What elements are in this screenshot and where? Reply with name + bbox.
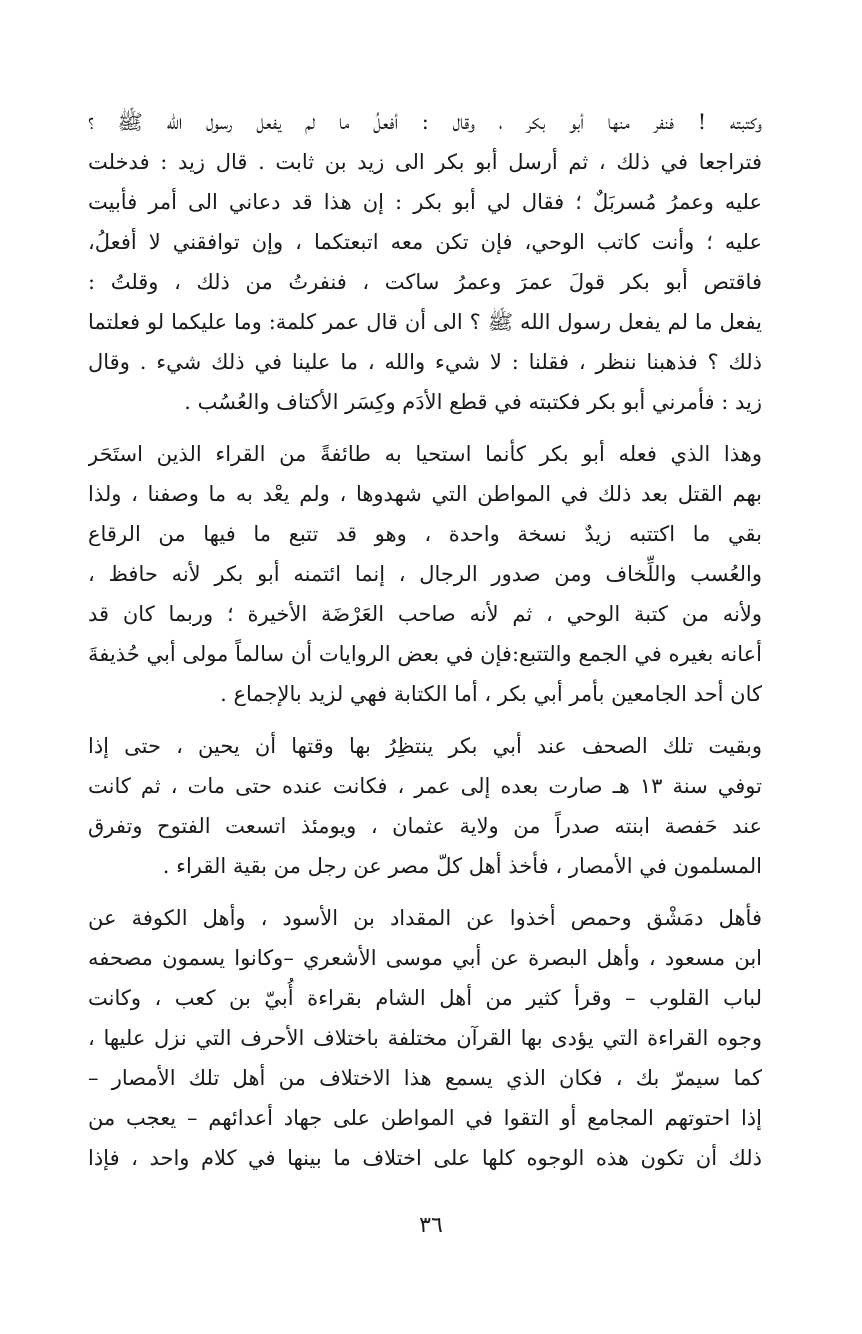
text-line: عليه ؛ وأنت كاتب الوحي، فإن تكن معه اتبعتكما ، وإن توافقني لا أفعلُ،	[88, 230, 762, 254]
text-line: إذا احتوتهم المجامع أو التقوا في المواطن على جهاد أعدائهم – يعجب من	[88, 1106, 762, 1130]
paragraph-1	[88, 102, 762, 422]
text-line: فتراجعا في ذلك ، ثم أرسل أبو بكر الى زيد بن ثابت . قال زيد : فدخلت	[88, 150, 762, 174]
text-line: وكتبته ! فنفر منها أبو بكر ، وقال : أفعلُ ما لم يفعل رسول الله ﷺ ؟	[88, 110, 762, 134]
text-line: توفي سنة ١٣ هـ صارت بعده إلى عمر ، فكانت عنده حتى مات ، ثم كانت	[88, 774, 762, 798]
text-line: لباب القلوب – وقرأ كثير من أهل الشام بقراءة أُبيّ بن كعب ، وكانت	[88, 986, 762, 1010]
text-line: وجوه القراءة التي يؤدى بها القرآن مختلفة باختلاف الأحرف التي نزل عليها ،	[88, 1026, 762, 1050]
text-line: ابن مسعود ، وأهل البصرة عن أبي موسى الأشعري –وكانوا يسمون مصحفه	[88, 946, 762, 970]
text-line: ذلك ؟ فذهبنا ننظر ، فقلنا : لا شيء والله ، ما علينا في ذلك شيء . وقال	[88, 350, 762, 374]
text-line: والعُسب واللِّخاف ومن صدور الرجال ، إنما ائتمنه أبو بكر لأنه حافظ ،	[88, 562, 762, 586]
page-number: ٣٦	[419, 1213, 443, 1238]
text-line: ولأنه من كتبة الوحي ، ثم لأنه صاحب العَرْضَة الأخيرة ؛ وربما كان قد	[88, 602, 762, 626]
paragraph-4	[88, 898, 762, 1178]
text-line: وبقيت تلك الصحف عند أبي بكر ينتظِرُ بها وقتها أن يحين ، حتى إذا	[88, 734, 762, 758]
paragraph-3	[88, 726, 762, 886]
text-line: فاقتص أبو بكر قولَ عمرَ وعمرُ ساكت ، فنفرتُ من ذلك ، وقلتُ :	[88, 270, 762, 294]
text-line: أعانه بغيره في الجمع والتتبع:فإن في بعض الروايات أن سالماً مولى أبي حُذيفةَ	[88, 642, 762, 666]
text-line: بقي ما اكتتبه زيدٌ نسخة واحدة ، وهو قد تتبع ما فيها من الرقاع	[88, 522, 762, 546]
text-line: المسلمون في الأمصار ، فأخذ أهل كلّ مصر عن رجل من بقية القراء .	[162, 854, 762, 878]
paragraph-2	[88, 434, 762, 714]
text-line: عليه وعمرُ مُسربَلٌ ؛ فقال لي أبو بكر : إن هذا قد دعاني الى أمر فأبيت	[88, 190, 762, 214]
text-line: فأهل دمَشْق وحمص أخذوا عن المقداد بن الأسود ، وأهل الكوفة عن	[88, 906, 762, 930]
text-line: وهذا الذي فعله أبو بكر كأنما استحيا به طائفةً من القراء الذين استَحَر	[88, 442, 762, 466]
text-line: زيد : فأمرني أبو بكر فكتبته في قطع الأدَم وكِسَر الأكتاف والعُسُب .	[184, 390, 762, 414]
text-line: ذلك أن تكون هذه الوجوه كلها على اختلاف ما بينها في كلام واحد ، فإذا	[88, 1146, 762, 1170]
text-line: كان أحد الجامعين بأمر أبي بكر ، أما الكتابة فهي لزيد بالإجماع .	[220, 682, 762, 706]
text-line: كما سيمرّ بك ، فكان الذي يسمع هذا الاختلاف من أهل تلك الأمصار –	[88, 1066, 762, 1090]
text-line: بهم القتل بعد ذلك في المواطن التي شهدوها ، ولم يعْد به ما وصفنا ، ولذا	[88, 482, 762, 506]
text-line: عند حَفصة ابنته صدراً من ولاية عثمان ، ويومئذ اتسعت الفتوح وتفرق	[88, 814, 762, 838]
text-line: يفعل ما لم يفعل رسول الله ﷺ ؟ الى أن قال عمر كلمة: وما عليكما لو فعلتما	[88, 310, 762, 334]
body-text	[88, 102, 762, 1178]
